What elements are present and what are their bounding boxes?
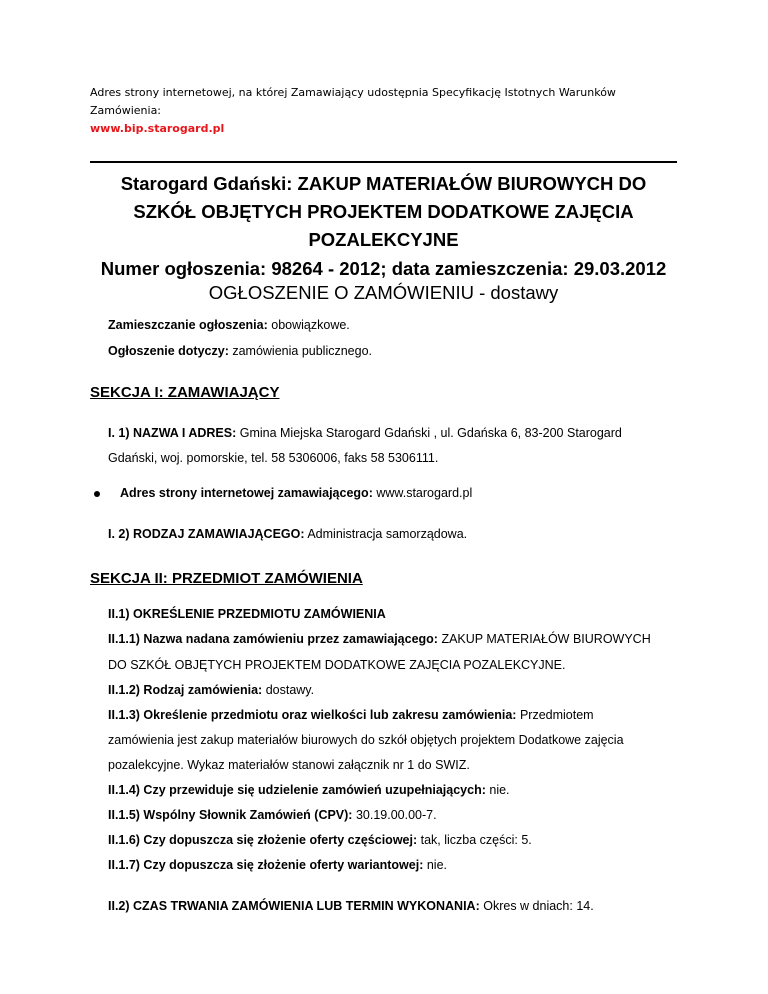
bullet-icon [94,491,100,497]
partial-offer-label: II.1.6) Czy dopuszcza się złożenie oferty częściowej: [108,833,418,847]
name-address-label: I. 1) NAZWA I ADRES: [108,426,237,440]
placement-label: Zamieszczanie ogłoszenia: [108,318,268,332]
cpv-label: II.1.5) Wspólny Słownik Zamówień (CPV): [108,808,353,822]
duration-label: II.2) CZAS TRWANIA ZAMÓWIENIA LUB TERMIN WYKONANIA: [108,899,480,913]
contracting-type-label: I. 2) RODZAJ ZAMAWIAJĄCEGO: [108,527,305,541]
variant-offer-label: II.1.7) Czy dopuszcza się złożenie oferty wariantowej: [108,858,424,872]
order-kind-row [108,683,314,697]
notice-number-line: Numer ogłoszenia: 98264 - 2012; data zamieszczenia: 29.03.2012 [100,258,667,279]
website-label: Adres strony internetowej zamawiającego: [120,486,373,500]
website-value: www.starogard.pl [376,486,473,500]
order-name-value-1: ZAKUP MATERIAŁÓW BIUROWYCH [441,632,651,646]
notice-title-block [90,170,677,305]
concerns-label: Ogłoszenie dotyczy: [108,344,229,358]
order-scope-row [108,708,594,722]
placement-row [108,318,350,332]
supplementary-orders-value: nie. [489,783,510,797]
cpv-row [108,808,437,822]
spec-address-link[interactable]: www.bip.starogard.pl [90,122,225,135]
concerns-row [108,344,372,358]
order-kind-value: dostawy. [265,683,315,697]
spec-address-block [90,84,670,138]
order-kind-label: II.1.2) Rodzaj zamówienia: [108,683,263,697]
subject-definition-heading: II.1) OKREŚLENIE PRZEDMIOTU ZAMÓWIENIA [108,607,386,621]
duration-row [108,899,594,913]
placement-value: obowiązkowe. [271,318,350,332]
order-name-value-2: DO SZKÓŁ OBJĘTYCH PROJEKTEM DODATKOWE ZAJĘCIA POZALEKCYJNE. [108,658,566,672]
order-scope-value-2: zamówienia jest zakup materiałów biurowych do szkół objętych projektem Dodatkowe zajęcia [108,733,624,747]
concerns-value: zamówienia publicznego. [232,344,373,358]
section-1-heading: SEKCJA I: ZAMAWIAJĄCY [90,384,280,401]
order-scope-value-3: pozalekcyjne. Wykaz materiałów stanowi załącznik nr 1 do SWIZ. [108,758,470,772]
duration-value: Okres w dniach: 14. [483,899,594,913]
page-title: Starogard Gdański: ZAKUP MATERIAŁÓW BIUROWYCH DO SZKÓŁ OBJĘTYCH PROJEKTEM DODATKOWE ZAJĘCIA POZALEKCYJNE [120,173,647,250]
order-name-label: II.1.1) Nazwa nadana zamówieniu przez zamawiającego: [108,632,438,646]
notice-type-line: OGŁOSZENIE O ZAMÓWIENIU - dostawy [208,282,559,303]
name-address-row [108,426,622,440]
section-2-heading: SEKCJA II: PRZEDMIOT ZAMÓWIENIA [90,570,363,587]
horizontal-divider [90,161,677,163]
order-name-row [108,632,651,646]
name-address-value-2: Gdański, woj. pomorskie, tel. 58 5306006, faks 58 5306111. [108,451,439,465]
partial-offer-row [108,833,532,847]
contracting-type-row [108,527,467,541]
order-scope-label: II.1.3) Określenie przedmiotu oraz wielkości lub zakresu zamówienia: [108,708,517,722]
spec-address-text: Adres strony internetowej, na której Zamawiający udostępnia Specyfikację Istotnych Warunków Zamówienia: [90,86,616,117]
name-address-value-1: Gmina Miejska Starogard Gdański , ul. Gdańska 6, 83-200 Starogard [239,426,622,440]
contracting-type-value: Administracja samorządowa. [307,527,468,541]
website-row [120,486,472,500]
order-scope-value-1: Przedmiotem [519,708,594,722]
supplementary-orders-label: II.1.4) Czy przewiduje się udzielenie zamówień uzupełniających: [108,783,486,797]
variant-offer-value: nie. [426,858,447,872]
supplementary-orders-row [108,783,510,797]
variant-offer-row [108,858,447,872]
cpv-value: 30.19.00.00-7. [355,808,437,822]
partial-offer-value: tak, liczba części: 5. [420,833,532,847]
